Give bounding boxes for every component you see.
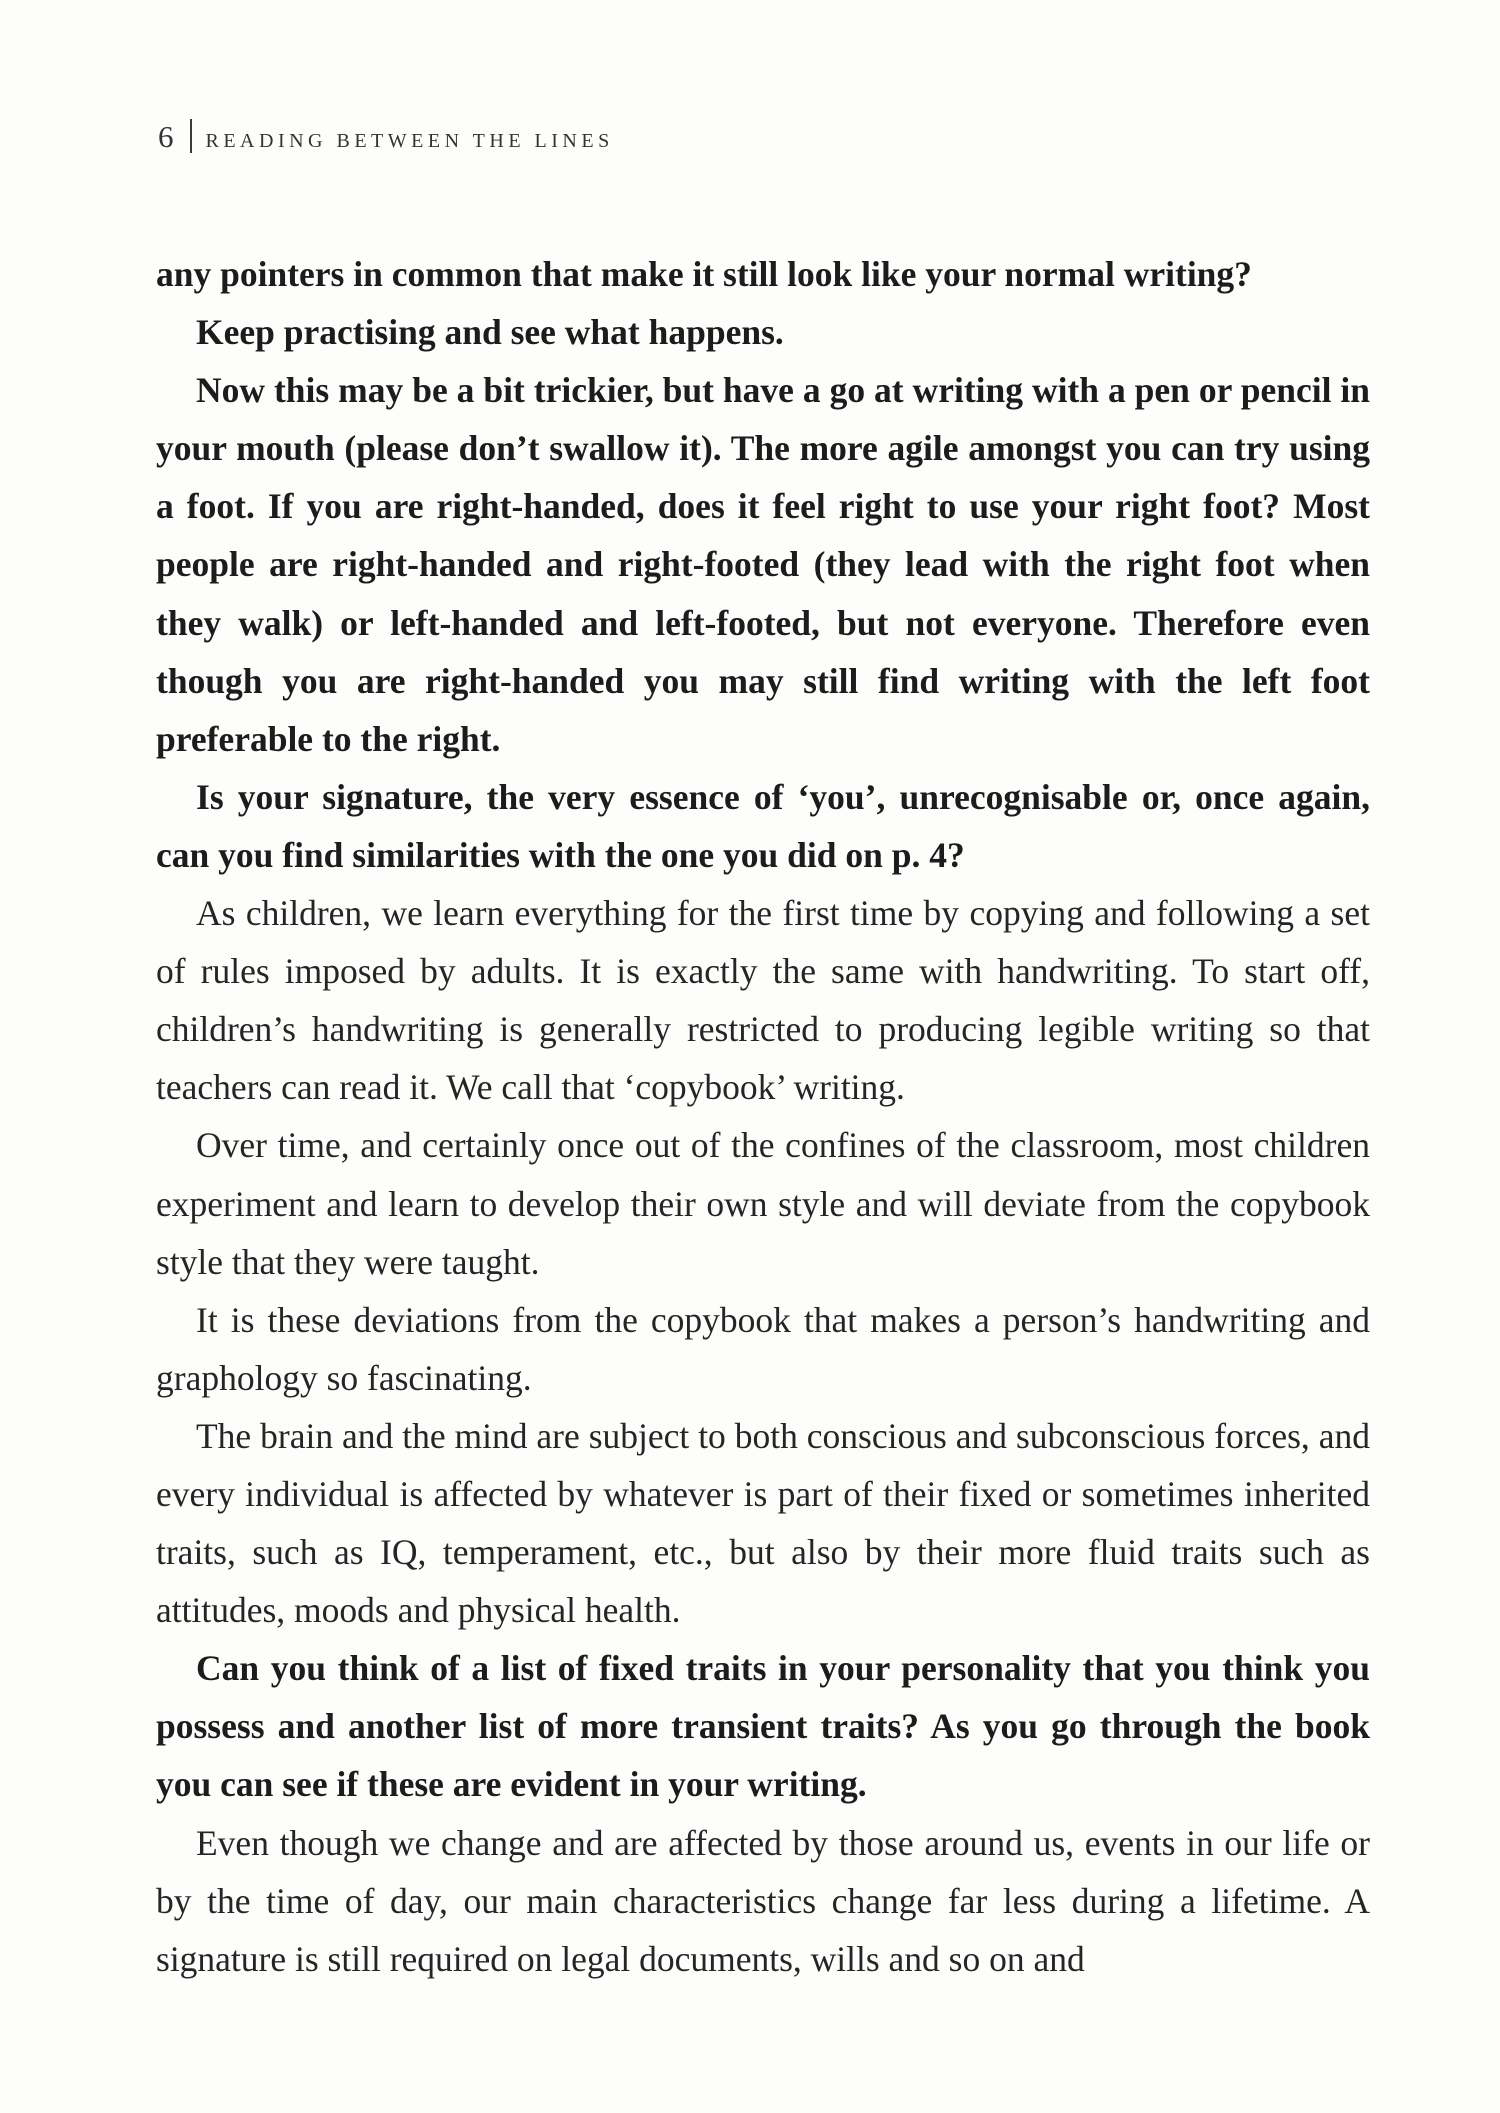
paragraph-8: The brain and the mind are subject to both conscious and subconscious forces, and every individual is affected by whatever is part of their fixed or sometimes inherited traits, such as IQ, temperament, etc., but also by their more fluid traits such as attitudes, moods and physical health. — [156, 1415, 1370, 1631]
running-head-title: READING BETWEEN THE LINES — [205, 130, 614, 152]
body-text — [156, 245, 1370, 1988]
paragraph-3: Now this may be a bit trickier, but have a go at writing with a pen or pencil in your mouth (please don’t swallow it). The more agile amongst you can try using a foot. If you are right-handed, does it feel right to use your right foot? Most people are right-handed and right-footed (they lead with the right foot when they walk) or left-handed and left-footed, but not everyone. Therefore even though you are right-handed you may still find writing with the left foot preferable to the right. — [156, 370, 1370, 759]
paragraph-1: any pointers in common that make it still look like your normal writing? — [156, 254, 1252, 294]
header-divider — [190, 119, 192, 153]
paragraph-7: It is these deviations from the copybook that makes a person’s handwriting and graphology so fascinating. — [156, 1299, 1370, 1398]
paragraph-5: As children, we learn everything for the first time by copying and following a set of rules imposed by adults. It is exactly the same with handwriting. To start off, children’s handwriting is generally restricted to producing legible writing so that teachers can read it. We call that ‘copybook’ writing. — [156, 893, 1370, 1108]
paragraph-4: Is your signature, the very essence of ‘you’, unrecognisable or, once again, can you find similarities with the one you did on p. 4? — [156, 776, 1370, 875]
paragraph-9: Can you think of a list of fixed traits in your personality that you think you possess and another list of more transient traits? As you go through the book you can see if these are evident in your writing. — [156, 1648, 1370, 1805]
paragraph-6: Over time, and certainly once out of the confines of the classroom, most children experiment and learn to develop their own style and will deviate from the copybook style that they were taught. — [156, 1125, 1370, 1282]
running-head — [158, 112, 614, 166]
page-number: 6 — [158, 119, 174, 154]
paragraph-10: Even though we change and are affected by those around us, events in our life or by the time of day, our main characteristics change far less during a lifetime. A signature is still required on legal documents, wills and so on and — [156, 1822, 1370, 1979]
paragraph-2: Keep practising and see what happens. — [196, 312, 784, 353]
